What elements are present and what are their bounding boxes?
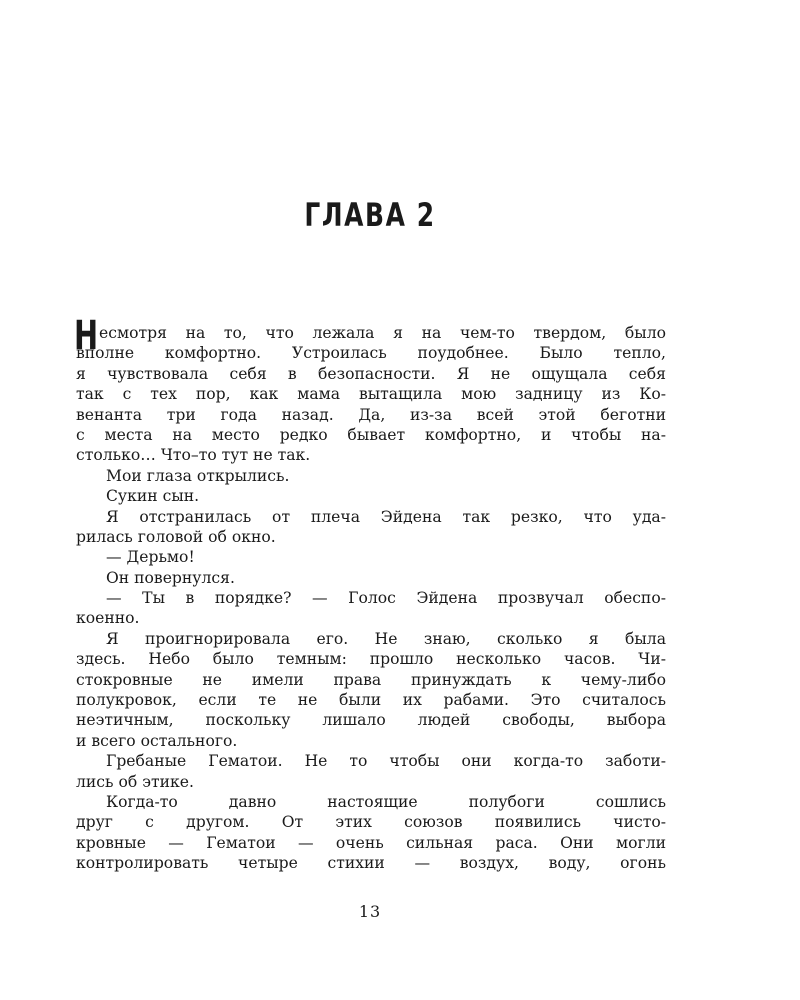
- text-line: стокровные не имели права принуждать к чему-либо: [76, 670, 666, 689]
- text-line: Он повернулся.: [106, 568, 235, 587]
- text-line: рилась головой об окно.: [76, 527, 276, 546]
- text-line: контролировать четыре стихии — воздух, воду, огонь: [76, 854, 666, 873]
- text-line: так с тех пор, как мама вытащила мою задницу из Ко-: [76, 385, 666, 404]
- text-line: кровные — Гематои — очень сильная раса. Они могли: [76, 833, 666, 852]
- text-line: здесь. Небо было темным: прошло несколько часов. Чи-: [76, 650, 666, 669]
- drop-cap: Н: [74, 313, 99, 359]
- text-line: Я отстранилась от плеча Эйдена так резко, что уда-: [106, 507, 666, 526]
- text-line: Я проигнорировала его. Не знаю, сколько я была: [106, 629, 666, 648]
- text-line: столько… Что–то тут не так.: [76, 446, 311, 465]
- text-line: Мои глаза открылись.: [106, 466, 290, 485]
- text-line: венанта три года назад. Да, из-за всей этой беготни: [76, 405, 666, 424]
- text-line: вполне комфортно. Устроилась поудобнее. Было тепло,: [76, 344, 666, 363]
- chapter-title: ГЛАВА 2: [304, 196, 436, 234]
- page-number: 13: [358, 902, 382, 921]
- body-text: [74, 313, 666, 874]
- text-line: лись об этике.: [76, 772, 194, 791]
- text-line: с места на место редко бывает комфортно, и чтобы на-: [76, 425, 666, 444]
- text-line: — Дерьмо!: [106, 548, 195, 567]
- text-line: — Ты в порядке? — Голос Эйдена прозвучал обеспо-: [106, 589, 666, 608]
- text-line: Гребаные Гематои. Не то чтобы они когда-то заботи-: [106, 752, 666, 771]
- text-line: Сукин сын.: [106, 487, 200, 506]
- text-line: Когда-то давно настоящие полубоги сошлись: [106, 792, 666, 811]
- text-line: коенно.: [76, 609, 140, 628]
- text-line: Н есмотря на то, что лежала я на чем-то твердом, было: [74, 313, 666, 359]
- text-line: полукровок, если те не были их рабами. Это считалось: [76, 691, 666, 710]
- text-line: неэтичным, поскольку лишало людей свободы, выбора: [76, 711, 666, 730]
- text-line: и всего остального.: [76, 731, 238, 750]
- text-line: я чувствовала себя в безопасности. Я не ощущала себя: [76, 364, 666, 383]
- text-line: друг с другом. От этих союзов появились чисто-: [76, 813, 666, 832]
